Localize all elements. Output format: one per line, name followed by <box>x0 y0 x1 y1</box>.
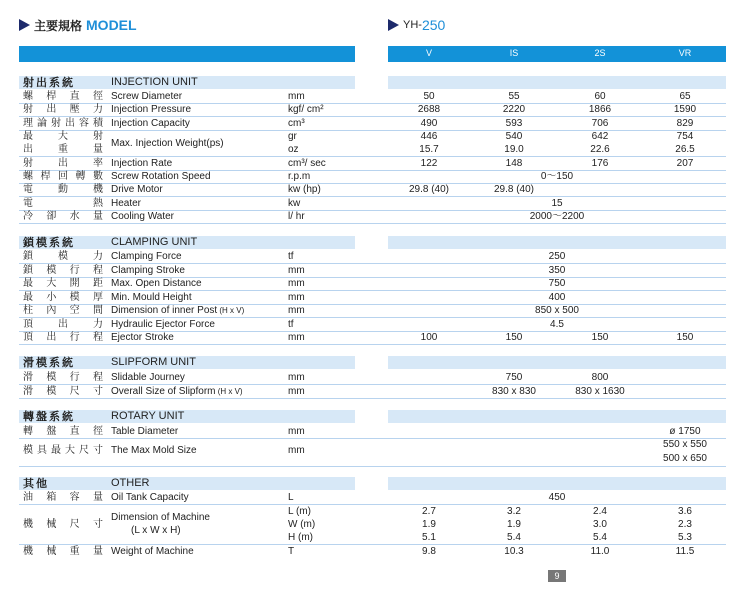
value-cell: 15.7 <box>419 144 439 155</box>
row-label-en: Injection Pressure <box>111 104 192 115</box>
row-unit: mm <box>288 332 305 343</box>
value-cell: 1590 <box>673 104 697 115</box>
value-cell: 830 x 830 <box>492 385 536 397</box>
row-label-en: Injection Capacity <box>111 118 190 129</box>
value-cell: 150 <box>676 332 694 343</box>
value-cell: 55 <box>508 91 520 102</box>
value-cell: 593 <box>505 118 523 129</box>
value-cell: 2.3 <box>678 519 692 530</box>
row-label-en: Ejector Stroke <box>111 332 174 343</box>
row-label-en: Table Diameter <box>111 426 179 437</box>
row-label-en: Dimension of inner Post (H x V) <box>111 305 245 316</box>
value-cell: 750 <box>548 278 566 289</box>
value-cell: 446 <box>420 131 438 142</box>
header-bar-left <box>19 46 355 62</box>
value-cell: 207 <box>676 158 694 169</box>
row-unit: mm <box>288 385 305 397</box>
row-label-cn: 螺桿回轉數 <box>23 171 103 182</box>
model-number: 250 <box>421 17 446 33</box>
row-label-cn: 射出率 <box>23 158 103 169</box>
row-unit: mm <box>288 278 305 289</box>
value-cell: 800 <box>591 372 609 383</box>
value-cell: 350 <box>548 264 566 276</box>
row-label-cn: 機械尺寸 <box>23 519 103 530</box>
row-unit: mm <box>288 372 305 383</box>
row-label-cn: 模具最大尺寸 <box>23 445 103 456</box>
row-label-en: Hydraulic Ejector Force <box>111 318 215 330</box>
header-bar-right <box>388 46 726 62</box>
value-cell: 0～150 <box>540 171 574 182</box>
value-cell: 150 <box>591 332 609 343</box>
arrow-icon <box>388 19 399 31</box>
col-header: 2S <box>594 48 606 58</box>
value-cell: 9.8 <box>422 546 436 557</box>
row-label-en: (L x W x H) <box>131 525 181 536</box>
row-unit: mm <box>288 264 305 276</box>
page-number: 9 <box>548 570 566 582</box>
value-cell: 26.5 <box>675 144 695 155</box>
row-divider <box>19 398 726 399</box>
value-cell: 15 <box>551 198 563 209</box>
row-label-en: Screw Rotation Speed <box>111 171 211 182</box>
row-unit: tf <box>288 318 294 330</box>
row-label-en: Oil Tank Capacity <box>111 492 189 503</box>
value-cell: 830 x 1630 <box>575 385 625 397</box>
section-slipform: 滑模系統 SLIPFORM UNIT <box>19 356 355 369</box>
value-cell: 1.9 <box>422 519 436 530</box>
row-label-cn: 柱內空間 <box>23 305 103 316</box>
row-divider <box>19 223 726 224</box>
col-header: V <box>425 48 432 58</box>
value-cell: 5.3 <box>678 532 692 543</box>
row-unit: r.p.m <box>288 171 311 182</box>
value-cell: 3.0 <box>593 519 607 530</box>
row-label-cn: 滑模尺寸 <box>23 385 103 397</box>
row-label-cn: 鎖模力 <box>23 251 103 262</box>
section-injection: 射出系統 INJECTION UNIT <box>19 76 355 89</box>
section-clamping: 鎖模系統 CLAMPING UNIT <box>19 236 355 249</box>
row-label-cn: 射出壓力 <box>23 104 103 115</box>
row-label-cn: 鎖模行程 <box>23 264 103 276</box>
row-label-cn: 理論射出容積 <box>23 118 103 129</box>
row-label-en: Clamping Force <box>111 251 182 262</box>
value-cell: 29.8 (40) <box>408 184 450 195</box>
value-cell: 250 <box>548 251 566 262</box>
value-cell: 450 <box>548 492 566 503</box>
row-unit: mm <box>288 426 305 437</box>
row-label-cn: 頂出力 <box>23 318 103 330</box>
row-divider <box>19 466 726 467</box>
row-unit: W (m) <box>288 519 316 530</box>
row-unit: L (m) <box>288 506 311 517</box>
col-header: IS <box>509 48 519 58</box>
value-cell: 2.7 <box>422 506 436 517</box>
value-cell: 5.4 <box>507 532 521 543</box>
row-unit: oz <box>288 144 299 155</box>
row-label-en: Max. Injection Weight(ps) <box>111 138 224 149</box>
row-label-en: Max. Open Distance <box>111 278 202 289</box>
row-label-cn: 最大射 <box>23 131 103 142</box>
row-label-cn: 電動機 <box>23 184 103 195</box>
value-cell: 706 <box>591 118 609 129</box>
row-unit: mm <box>288 291 305 303</box>
row-label-en: Heater <box>111 198 142 209</box>
value-cell: 754 <box>676 131 694 142</box>
value-cell: 150 <box>505 332 523 343</box>
value-cell: 11.5 <box>675 546 695 557</box>
value-cell: 10.3 <box>504 546 524 557</box>
model-prefix: YH- <box>403 19 422 31</box>
value-cell: 122 <box>420 158 438 169</box>
row-unit: cm³ <box>288 118 305 129</box>
value-cell: 1.9 <box>507 519 521 530</box>
value-cell: 50 <box>423 91 435 102</box>
row-label-en: The Max Mold Size <box>111 445 197 456</box>
value-cell: 3.2 <box>507 506 521 517</box>
section-other: 其他 OTHER <box>19 477 355 490</box>
row-label-en: Clamping Stroke <box>111 264 185 276</box>
row-label-en-small: (H x V) <box>217 306 245 315</box>
row-label-en: Cooling Water <box>111 211 174 222</box>
row-unit: mm <box>288 445 305 456</box>
value-cell: 400 <box>548 291 566 303</box>
row-label-cn: 冷卻水量 <box>23 211 103 222</box>
row-label-en: Dimension of Machine <box>111 512 210 523</box>
row-label-cn: 最大開距 <box>23 278 103 289</box>
row-label-en-small: (H x V) <box>215 386 243 396</box>
value-cell: 3.6 <box>678 506 692 517</box>
row-divider <box>19 344 726 345</box>
model-title <box>388 15 445 35</box>
value-cell: 5.1 <box>422 532 436 543</box>
row-unit: mm <box>288 91 305 102</box>
value-cell: 2000～2200 <box>529 211 585 222</box>
row-unit: T <box>288 546 295 557</box>
row-label-cn: 電熱 <box>23 198 103 209</box>
section-rotary: 轉盤系統 ROTARY UNIT <box>19 410 355 423</box>
row-label-en: Drive Motor <box>111 184 163 195</box>
title-en: MODEL <box>86 17 137 33</box>
value-cell: 829 <box>676 118 694 129</box>
row-label-en: Injection Rate <box>111 158 173 169</box>
row-label-en: Min. Mould Height <box>111 291 192 303</box>
value-cell: 540 <box>505 131 523 142</box>
row-label-cn: 轉盤直徑 <box>23 426 103 437</box>
row-label-en: Weight of Machine <box>111 546 194 557</box>
col-header: VR <box>678 48 692 58</box>
value-cell: 5.4 <box>593 532 607 543</box>
row-label-en: Overall Size of Slipform (H x V) <box>111 385 243 397</box>
row-unit: cm³/ sec <box>288 158 326 169</box>
title-cn: 主要規格 <box>34 18 83 33</box>
value-cell: 490 <box>420 118 438 129</box>
row-unit: tf <box>288 251 294 262</box>
row-unit: kw (hp) <box>288 184 321 195</box>
value-cell: 500 x 650 <box>663 453 707 464</box>
value-cell: 60 <box>594 91 606 102</box>
row-label-cn: 油箱容量 <box>23 492 103 503</box>
row-unit: L <box>288 492 294 503</box>
value-cell: 100 <box>420 332 438 343</box>
value-cell: 2220 <box>502 104 526 115</box>
row-unit: kgf/ cm² <box>288 104 324 115</box>
row-label-en: Slidable Journey <box>111 372 185 383</box>
row-unit: gr <box>288 131 297 142</box>
arrow-icon <box>19 19 30 31</box>
row-label-cn: 最小模厚 <box>23 291 103 303</box>
value-cell: 176 <box>591 158 609 169</box>
value-cell: 1866 <box>588 104 612 115</box>
value-cell: 850 x 500 <box>535 305 579 316</box>
row-unit: H (m) <box>288 532 313 543</box>
row-unit: l/ hr <box>288 211 305 222</box>
value-cell: 19.0 <box>504 144 524 155</box>
row-label-cn: 頂出行程 <box>23 332 103 343</box>
value-cell: ø 1750 <box>669 426 701 437</box>
row-unit: kw <box>288 198 301 209</box>
row-label-cn: 滑模行程 <box>23 372 103 383</box>
row-label-cn: 機械重量 <box>23 546 103 557</box>
row-divider <box>19 438 726 439</box>
value-cell: 148 <box>505 158 523 169</box>
value-cell: 22.6 <box>590 144 610 155</box>
value-cell: 65 <box>679 91 691 102</box>
value-cell: 550 x 550 <box>663 439 707 450</box>
page-title <box>19 15 137 35</box>
value-cell: 642 <box>591 131 609 142</box>
value-cell: 11.0 <box>590 546 610 557</box>
row-label-cn: 出重量 <box>23 144 103 155</box>
value-cell: 750 <box>505 372 523 383</box>
row-label-cn: 螺桿直徑 <box>23 91 103 102</box>
value-cell: 4.5 <box>550 318 564 330</box>
value-cell: 2.4 <box>593 506 607 517</box>
row-label-en: Screw Diameter <box>111 91 183 102</box>
row-unit: mm <box>288 305 305 316</box>
value-cell: 2688 <box>417 104 441 115</box>
value-cell: 29.8 (40) <box>493 184 535 195</box>
